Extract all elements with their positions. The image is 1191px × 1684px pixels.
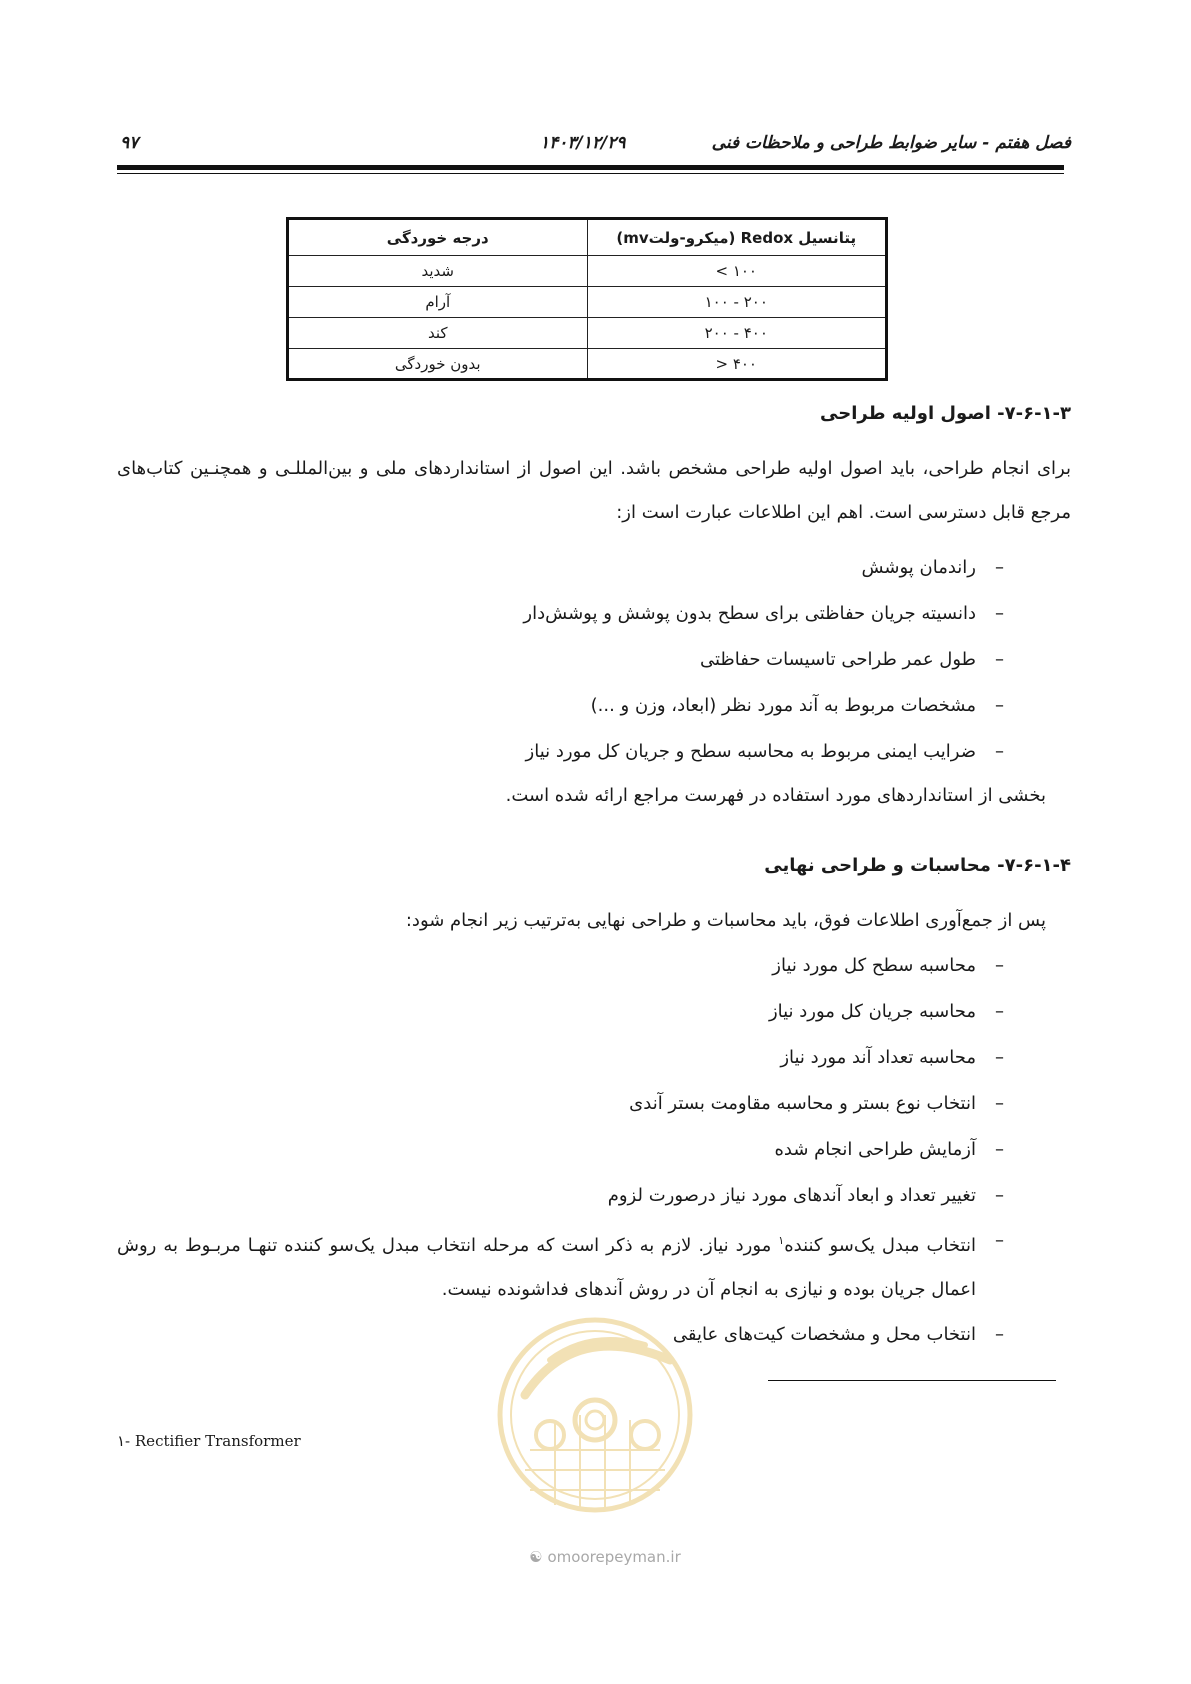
footnote-rectifier-transformer: ۱- Rectifier Transformer bbox=[117, 1432, 301, 1450]
table-cell-redox: ۱۰۰ - ۲۰۰ bbox=[587, 287, 887, 318]
list-item-text: طول عمر طراحی تاسیسات حفاظتی bbox=[699, 649, 976, 670]
list-dash: – bbox=[995, 603, 1004, 624]
table-row bbox=[288, 349, 887, 380]
table-cell-corrosion: آرام bbox=[288, 287, 588, 318]
footnote-rule bbox=[768, 1380, 1056, 1381]
list-dash: – bbox=[995, 955, 1004, 976]
table-header-row bbox=[288, 219, 887, 256]
list-item-text: ضرایب ایمنی مربوط به محاسبه سطح و جریان کل مورد نیاز bbox=[525, 741, 976, 762]
list-item-text: محاسبه سطح کل مورد نیاز bbox=[772, 955, 976, 976]
list-item bbox=[117, 637, 1191, 683]
section-heading-design-principles: ۷-۶-۱-۳- اصول اولیه طراحی bbox=[820, 403, 1071, 424]
section-heading-final-design: ۷-۶-۱-۴- محاسبات و طراحی نهایی bbox=[764, 855, 1071, 876]
table-row bbox=[288, 318, 887, 349]
table-cell-redox: ۲۰۰ - ۴۰۰ bbox=[587, 318, 887, 349]
list-item-text: دانسیته جریان حفاظتی برای سطح بدون پوشش و پوشش‌دار bbox=[523, 603, 976, 624]
list-item-text: تغییر تعداد و ابعاد آندهای مورد نیاز درصورت لزوم bbox=[607, 1185, 976, 1206]
redox-corrosion-table bbox=[286, 217, 888, 381]
table-cell-corrosion: شدید bbox=[288, 256, 588, 287]
list-item-rectifier bbox=[117, 1219, 1191, 1312]
list-item bbox=[117, 989, 1191, 1035]
footnote-marker[interactable]: ۱ bbox=[778, 1234, 785, 1247]
design-principles-list bbox=[117, 545, 1191, 775]
list-item bbox=[117, 1035, 1191, 1081]
list-dash: – bbox=[995, 741, 1004, 762]
list-item-text: محاسبه تعداد آند مورد نیاز bbox=[780, 1047, 976, 1068]
list-dash: – bbox=[995, 1185, 1004, 1206]
list-dash: – bbox=[995, 1324, 1004, 1345]
header-date: ۱۴۰۳/۱۲/۲۹ bbox=[540, 133, 626, 153]
list-item-text: محاسبه جریان کل مورد نیاز bbox=[768, 1001, 976, 1022]
page-number: ۹۷ bbox=[120, 133, 139, 153]
list-item-text: انتخاب محل و مشخصات کیت‌های عایقی bbox=[672, 1324, 976, 1345]
list-item bbox=[117, 1127, 1191, 1173]
table-row bbox=[288, 287, 887, 318]
watermark-caption: ☯ omoorepeyman.ir bbox=[529, 1548, 681, 1566]
paragraph-design-principles-intro: برای انجام طراحی، باید اصول اولیه طراحی مشخص باشد. این اصول از استانداردهای ملی و بین‌المللـی و همچنـین کتاب‌های مرجع قابل دسترسی است. اهم این اطلاعات عبارت است از: bbox=[117, 458, 1071, 523]
table-header-corrosion-degree: درجه خوردگی bbox=[288, 219, 588, 256]
omoorepeyman-watermark-logo bbox=[495, 1300, 695, 1550]
list-item-text: مشخصات مربوط به آند مورد نظر (ابعاد، وزن و ...) bbox=[590, 695, 976, 716]
list-item-text: انتخاب مبدل یک‌سو کننده bbox=[784, 1235, 976, 1256]
list-dash: – bbox=[995, 1093, 1004, 1114]
list-item bbox=[117, 1173, 1191, 1219]
list-dash: – bbox=[995, 1230, 1004, 1251]
table-cell-corrosion: کند bbox=[288, 318, 588, 349]
table-header-redox: پتانسیل Redox (میکرو-ولتmv) bbox=[587, 219, 887, 256]
header-rule-thin bbox=[117, 173, 1064, 174]
list-dash: – bbox=[995, 1001, 1004, 1022]
list-item bbox=[117, 1081, 1191, 1127]
paragraph-standards-note: بخشی از استانداردهای مورد استفاده در فهرست مراجع ارائه شده است. bbox=[505, 785, 1046, 806]
list-item bbox=[117, 729, 1191, 775]
paragraph-final-design-intro: پس از جمع‌آوری اطلاعات فوق، باید محاسبات و طراحی نهایی به‌ترتیب زیر انجام شود: bbox=[405, 910, 1046, 931]
list-item-text: آزمایش طراحی انجام شده bbox=[774, 1139, 976, 1160]
final-design-list bbox=[117, 943, 1191, 1358]
watermark-url: omoorepeyman.ir bbox=[547, 1548, 681, 1566]
list-item-text: راندمان پوشش bbox=[861, 557, 976, 578]
list-item bbox=[117, 943, 1191, 989]
table-cell-redox: < ۱۰۰ bbox=[587, 256, 887, 287]
table-cell-redox: > ۴۰۰ bbox=[587, 349, 887, 380]
list-item bbox=[117, 545, 1191, 591]
list-dash: – bbox=[995, 695, 1004, 716]
list-dash: – bbox=[995, 1139, 1004, 1160]
table-cell-corrosion: بدون خوردگی bbox=[288, 349, 588, 380]
chapter-title: فصل هفتم - سایر ضوابط طراحی و ملاحظات فنی bbox=[711, 133, 1071, 153]
list-dash: – bbox=[995, 557, 1004, 578]
list-item bbox=[117, 591, 1191, 637]
list-dash: – bbox=[995, 649, 1004, 670]
list-item-text: مورد نیاز. لازم به ذکر است که مرحله انتخاب مبدل یک‌سو کننده تنهـا مربـوط به روش اعمال جریان بوده و نیازی به انجام آن در روش آندهای فداشونده نیست. bbox=[117, 1235, 976, 1300]
header-rule-thick bbox=[117, 165, 1064, 170]
list-item-text: انتخاب نوع بستر و محاسبه مقاومت بستر آندی bbox=[629, 1093, 976, 1114]
list-dash: – bbox=[995, 1047, 1004, 1068]
list-item bbox=[117, 683, 1191, 729]
table-row bbox=[288, 256, 887, 287]
